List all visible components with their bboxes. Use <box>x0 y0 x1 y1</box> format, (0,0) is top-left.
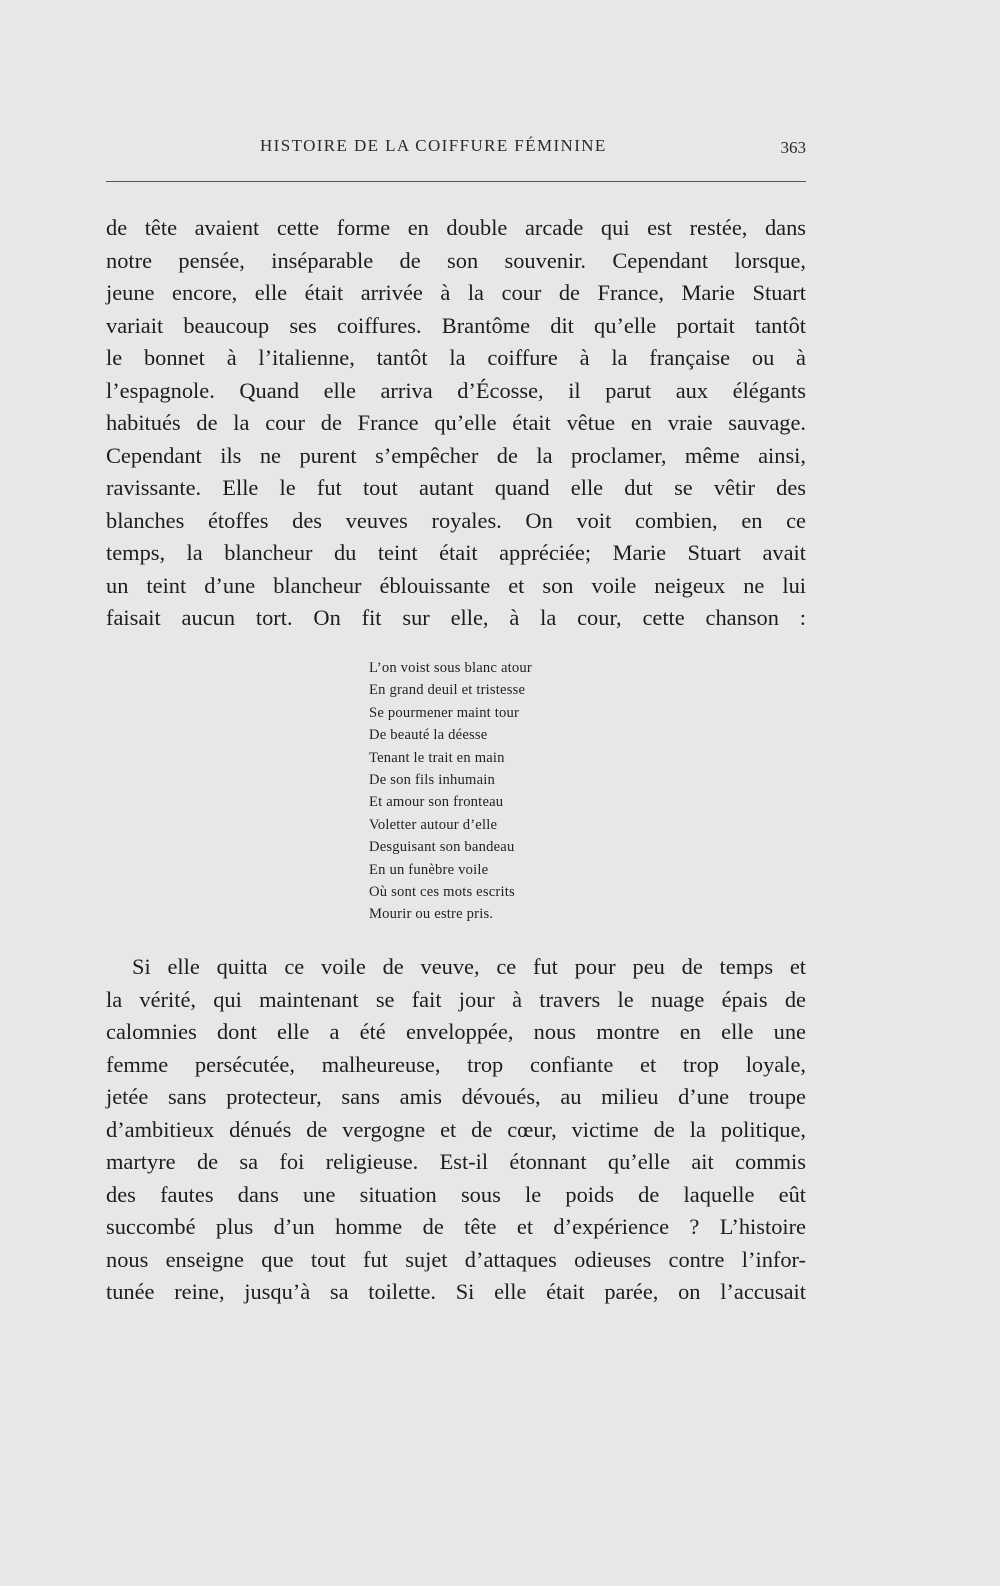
chanson-verse <box>369 657 609 926</box>
text-line: femme persécutée, malheureuse, trop confiante et trop loyale, <box>106 1051 806 1077</box>
text-line: des fautes dans une situation sous le poids de laquelle eût <box>106 1181 806 1207</box>
text-line: jetée sans protecteur, sans amis dévoués, au milieu d’une troupe <box>106 1084 806 1109</box>
text-line: tunée reine, jusqu’à sa toilette. Si elle était parée, on l’accusait <box>106 1279 806 1304</box>
verse-line: Mourir ou estre pris. <box>369 906 494 923</box>
running-head <box>106 136 806 166</box>
verse-line: Où sont ces mots escrits <box>369 883 515 900</box>
verse-line: En un funèbre voile <box>369 861 489 878</box>
paragraph-1 <box>106 212 806 635</box>
verse-line: Desguisant son bandeau <box>369 839 515 856</box>
text-line: temps, la blancheur du teint était appréciée; Marie Stuart avait <box>106 540 806 565</box>
verse-line: En grand deuil et tristesse <box>369 682 526 699</box>
verse-line: Et amour son fronteau <box>369 794 504 811</box>
text-line: blanches étoffes des veuves royales. On voit combien, en ce <box>106 507 806 533</box>
verse-line: Tenant le trait en main <box>369 749 505 766</box>
text-line: jeune encore, elle était arrivée à la cour de France, Marie Stuart <box>106 280 806 305</box>
text-line: Si elle quitta ce voile de veuve, ce fut pour peu de temps et <box>132 954 806 979</box>
header-rule <box>106 181 806 182</box>
running-title: HISTOIRE DE LA COIFFURE FÉMININE <box>260 136 607 155</box>
text-line: Cependant ils ne purent s’empêcher de la proclamer, même ainsi, <box>106 442 806 468</box>
text-line: nous enseigne que tout fut sujet d’attaques odieuses contre l’infor- <box>106 1246 806 1272</box>
text-line: faisait aucun tort. On fit sur elle, à la cour, cette chanson : <box>106 605 806 630</box>
text-line: de tête avaient cette forme en double arcade qui est restée, dans <box>106 215 806 240</box>
text-line: martyre de sa foi religieuse. Est-il étonnant qu’elle ait commis <box>106 1149 806 1174</box>
text-line: calomnies dont elle a été enveloppée, nous montre en elle une <box>106 1019 806 1044</box>
text-line: variait beaucoup ses coiffures. Brantôme dit qu’elle portait tantôt <box>106 312 806 338</box>
text-line: succombé plus d’un homme de tête et d’expérience ? L’histoire <box>106 1214 806 1239</box>
verse-line: L’on voist sous blanc atour <box>369 660 532 676</box>
text-line: le bonnet à l’italienne, tantôt la coiffure à la française ou à <box>106 345 806 370</box>
paragraph-2 <box>106 951 806 1309</box>
verse-line: De beauté la déesse <box>369 727 488 744</box>
verse-line: Se pourmener maint tour <box>369 704 520 721</box>
text-line: ravissante. Elle le fut tout autant quand elle dut se vêtir des <box>106 475 806 500</box>
verse-line: Voletter autour d’elle <box>369 816 498 833</box>
text-line: notre pensée, inséparable de son souvenir. Cependant lorsque, <box>106 247 806 273</box>
verse-line: De son fils inhumain <box>369 771 496 788</box>
text-line: d’ambitieux dénués de vergogne et de cœur, victime de la politique, <box>106 1116 806 1142</box>
page-number: 363 <box>780 138 806 157</box>
text-line: l’espagnole. Quand elle arriva d’Écosse, il parut aux élégants <box>106 377 806 403</box>
text-line: la vérité, qui maintenant se fait jour à travers le nuage épais de <box>106 986 806 1012</box>
text-line: habitués de la cour de France qu’elle était vêtue en vraie sauvage. <box>106 410 806 435</box>
text-line: un teint d’une blancheur éblouissante et son voile neigeux ne lui <box>106 572 806 598</box>
